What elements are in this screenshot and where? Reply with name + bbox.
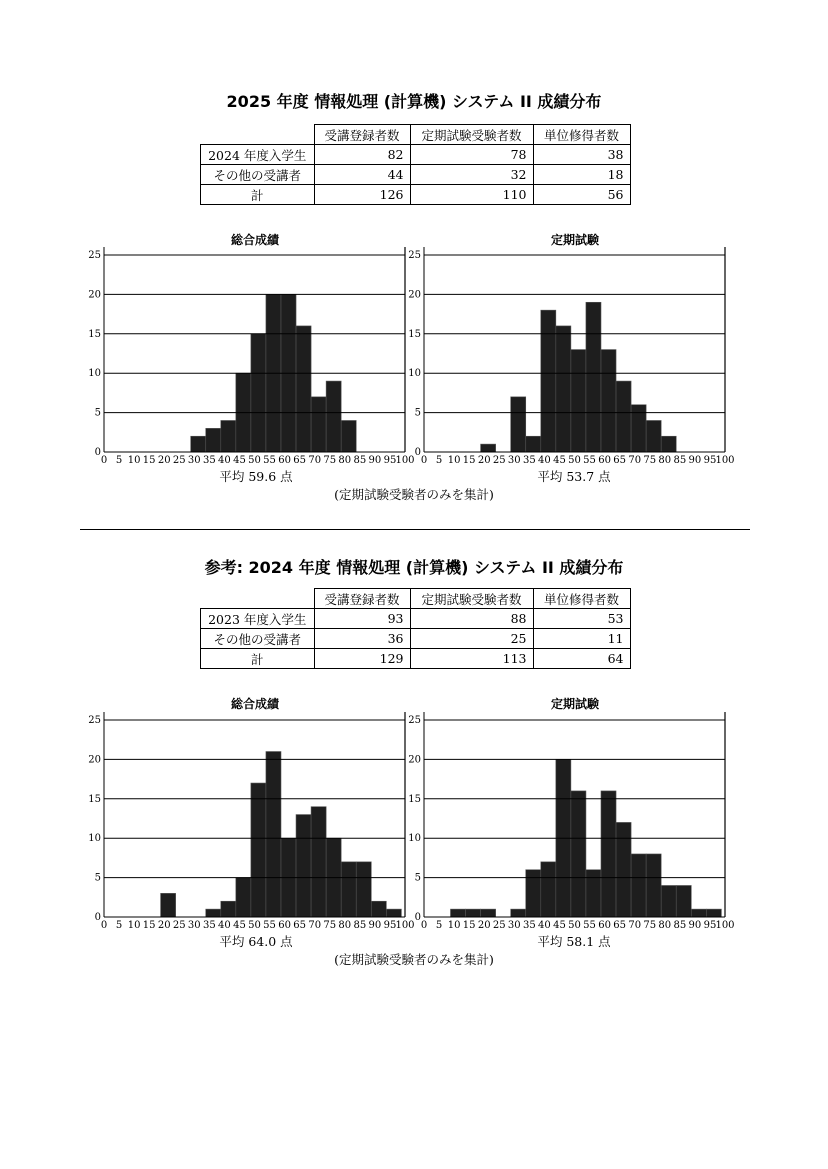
x-tick-label: 65 bbox=[293, 920, 307, 931]
x-tick-label: 90 bbox=[688, 455, 702, 466]
x-tick-label: 80 bbox=[338, 920, 352, 931]
y-tick-label: 10 bbox=[408, 833, 421, 845]
x-tick-label: 75 bbox=[643, 920, 657, 931]
histogram-bar bbox=[296, 815, 311, 917]
y-tick-label: 5 bbox=[414, 407, 421, 419]
cell: 53 bbox=[533, 609, 630, 629]
x-tick-label: 40 bbox=[218, 455, 231, 466]
histogram-bar bbox=[206, 428, 221, 452]
histogram-bar bbox=[326, 381, 341, 452]
y-tick-label: 5 bbox=[94, 407, 101, 419]
header-registered: 受講登録者数 bbox=[314, 589, 410, 609]
x-tick-label: 60 bbox=[278, 455, 291, 466]
histogram-bar bbox=[526, 436, 541, 452]
x-tick-label: 15 bbox=[462, 920, 476, 931]
table-row bbox=[201, 649, 631, 669]
histogram-total-2024 bbox=[80, 710, 415, 935]
x-tick-label: 80 bbox=[658, 920, 672, 931]
x-tick-label: 10 bbox=[127, 920, 141, 931]
x-tick-label: 30 bbox=[187, 920, 201, 931]
x-tick-label: 45 bbox=[233, 920, 246, 931]
chart-title-exam-2025: 定期試験 bbox=[550, 233, 600, 247]
x-tick-label: 10 bbox=[127, 455, 141, 466]
enrollment-table-2024 bbox=[200, 588, 631, 669]
x-tick-label: 55 bbox=[583, 920, 596, 931]
y-tick-label: 0 bbox=[94, 447, 101, 458]
x-tick-label: 15 bbox=[142, 455, 156, 466]
histogram-bar bbox=[161, 893, 176, 917]
x-tick-label: 70 bbox=[628, 920, 642, 931]
cell: 38 bbox=[533, 145, 630, 165]
histogram-total-2025 bbox=[80, 245, 415, 470]
y-tick-label: 5 bbox=[414, 872, 421, 884]
x-tick-label: 50 bbox=[568, 920, 581, 931]
histogram-bar bbox=[266, 752, 281, 917]
chart-title-total-2025: 総合成績 bbox=[230, 233, 280, 247]
histogram-bar bbox=[311, 397, 326, 452]
header-credits-earned: 単位修得者数 bbox=[533, 125, 630, 145]
histogram-bar bbox=[691, 909, 706, 917]
x-tick-label: 95 bbox=[703, 920, 717, 931]
x-tick-label: 0 bbox=[420, 455, 428, 466]
x-tick-label: 25 bbox=[492, 920, 506, 931]
x-tick-label: 30 bbox=[507, 920, 521, 931]
row-label: その他の受講者 bbox=[201, 629, 315, 649]
cell: 64 bbox=[533, 649, 630, 669]
x-tick-label: 100 bbox=[715, 920, 735, 931]
histogram-bar bbox=[221, 420, 236, 452]
x-tick-label: 85 bbox=[353, 455, 367, 466]
cell: 93 bbox=[314, 609, 410, 629]
header-credits-earned: 単位修得者数 bbox=[533, 589, 630, 609]
table-row bbox=[201, 609, 631, 629]
table-header-row bbox=[201, 125, 631, 145]
y-tick-label: 25 bbox=[408, 250, 421, 261]
x-tick-label: 50 bbox=[568, 455, 581, 466]
y-tick-label: 20 bbox=[88, 754, 101, 766]
cell: 126 bbox=[314, 185, 410, 205]
x-tick-label: 40 bbox=[538, 455, 551, 466]
x-tick-label: 100 bbox=[715, 455, 735, 466]
cell: 110 bbox=[410, 185, 533, 205]
x-tick-label: 65 bbox=[293, 455, 307, 466]
histogram-bar bbox=[221, 901, 236, 917]
histogram-bar bbox=[341, 420, 356, 452]
x-tick-label: 5 bbox=[435, 455, 443, 466]
x-tick-label: 90 bbox=[688, 920, 702, 931]
x-tick-label: 95 bbox=[383, 455, 397, 466]
x-tick-label: 35 bbox=[202, 455, 216, 466]
histogram-bar bbox=[571, 350, 586, 452]
x-tick-label: 80 bbox=[338, 455, 352, 466]
histogram-bar bbox=[311, 807, 326, 917]
chart-title-exam-2024: 定期試験 bbox=[550, 697, 600, 711]
x-tick-label: 70 bbox=[628, 455, 642, 466]
y-tick-label: 15 bbox=[88, 328, 101, 340]
x-tick-label: 5 bbox=[115, 455, 123, 466]
y-tick-label: 0 bbox=[94, 912, 101, 923]
histogram-bar bbox=[541, 862, 556, 917]
section-title-2024: 参考: 2024 年度 情報処理 (計算機) システム II 成績分布 bbox=[204, 558, 624, 577]
x-tick-label: 85 bbox=[673, 455, 687, 466]
x-tick-label: 100 bbox=[395, 920, 415, 931]
x-tick-label: 10 bbox=[447, 455, 461, 466]
x-tick-label: 75 bbox=[643, 455, 657, 466]
histogram-bar bbox=[251, 783, 266, 917]
histogram-bar bbox=[571, 791, 586, 917]
histogram-bar bbox=[450, 909, 465, 917]
x-tick-label: 85 bbox=[353, 920, 367, 931]
mean-exam-2025: 平均 53.7 点 bbox=[537, 469, 611, 484]
table-row bbox=[201, 165, 631, 185]
x-tick-label: 30 bbox=[187, 455, 201, 466]
histogram-bar bbox=[251, 334, 266, 452]
row-label: その他の受講者 bbox=[201, 165, 315, 185]
cell: 25 bbox=[410, 629, 533, 649]
section-divider bbox=[80, 529, 750, 530]
x-tick-label: 5 bbox=[435, 920, 443, 931]
histogram-exam-2024 bbox=[400, 710, 735, 935]
x-tick-label: 50 bbox=[248, 455, 261, 466]
x-tick-label: 75 bbox=[323, 920, 337, 931]
y-tick-label: 20 bbox=[408, 754, 421, 766]
histogram-bar bbox=[601, 791, 616, 917]
x-tick-label: 55 bbox=[263, 455, 276, 466]
x-tick-label: 20 bbox=[157, 920, 171, 931]
histogram-exam-2025 bbox=[400, 245, 735, 470]
cell: 18 bbox=[533, 165, 630, 185]
x-tick-label: 55 bbox=[263, 920, 276, 931]
x-tick-label: 35 bbox=[202, 920, 216, 931]
histogram-bar bbox=[296, 326, 311, 452]
header-registered: 受講登録者数 bbox=[314, 125, 410, 145]
histogram-bar bbox=[541, 310, 556, 452]
x-tick-label: 45 bbox=[553, 920, 566, 931]
x-tick-label: 20 bbox=[477, 920, 491, 931]
y-tick-label: 10 bbox=[408, 368, 421, 380]
histogram-bar bbox=[646, 420, 661, 452]
histogram-bar bbox=[661, 885, 676, 917]
histogram-bar bbox=[616, 822, 631, 917]
histogram-bar bbox=[661, 436, 676, 452]
y-tick-label: 0 bbox=[414, 447, 421, 458]
y-tick-label: 15 bbox=[88, 793, 101, 805]
y-tick-label: 0 bbox=[414, 912, 421, 923]
table-row bbox=[201, 145, 631, 165]
x-tick-label: 65 bbox=[613, 455, 627, 466]
histogram-bar bbox=[601, 350, 616, 452]
histogram-bar bbox=[556, 326, 571, 452]
histogram-bar bbox=[631, 854, 646, 917]
x-tick-label: 65 bbox=[613, 920, 627, 931]
row-label: 計 bbox=[201, 185, 315, 205]
x-tick-label: 40 bbox=[218, 920, 231, 931]
table-header-row bbox=[201, 589, 631, 609]
histogram-bar bbox=[586, 870, 601, 917]
header-exam-takers: 定期試験受験者数 bbox=[410, 125, 533, 145]
x-tick-label: 100 bbox=[395, 455, 415, 466]
y-tick-label: 15 bbox=[408, 328, 421, 340]
x-tick-label: 45 bbox=[233, 455, 246, 466]
x-tick-label: 0 bbox=[100, 920, 108, 931]
y-tick-label: 20 bbox=[408, 289, 421, 301]
x-tick-label: 45 bbox=[553, 455, 566, 466]
section-title-2025: 2025 年度 情報処理 (計算機) システム II 成績分布 bbox=[226, 92, 602, 111]
y-tick-label: 10 bbox=[88, 368, 101, 380]
table-row bbox=[201, 185, 631, 205]
cell: 129 bbox=[314, 649, 410, 669]
histogram-bar bbox=[466, 909, 481, 917]
x-tick-label: 35 bbox=[522, 920, 536, 931]
y-tick-label: 25 bbox=[408, 715, 421, 726]
histogram-bar bbox=[631, 405, 646, 452]
histogram-bar bbox=[511, 397, 526, 452]
cell: 44 bbox=[314, 165, 410, 185]
x-tick-label: 5 bbox=[115, 920, 123, 931]
histogram-bar bbox=[646, 854, 661, 917]
y-tick-label: 5 bbox=[94, 872, 101, 884]
y-tick-label: 20 bbox=[88, 289, 101, 301]
histogram-bar bbox=[481, 444, 496, 452]
x-tick-label: 70 bbox=[308, 920, 322, 931]
x-tick-label: 75 bbox=[323, 455, 337, 466]
note-2025: (定期試験受験者のみを集計) bbox=[334, 487, 494, 502]
cell: 82 bbox=[314, 145, 410, 165]
histogram-bar bbox=[676, 885, 691, 917]
x-tick-label: 90 bbox=[368, 920, 382, 931]
y-tick-label: 25 bbox=[88, 250, 101, 261]
x-tick-label: 25 bbox=[172, 920, 186, 931]
y-tick-label: 25 bbox=[88, 715, 101, 726]
x-tick-label: 95 bbox=[383, 920, 397, 931]
cell: 32 bbox=[410, 165, 533, 185]
histogram-bar bbox=[356, 862, 371, 917]
histogram-bar bbox=[586, 302, 601, 452]
x-tick-label: 70 bbox=[308, 455, 322, 466]
x-tick-label: 10 bbox=[447, 920, 461, 931]
note-2024: (定期試験受験者のみを集計) bbox=[334, 952, 494, 967]
x-tick-label: 60 bbox=[598, 455, 611, 466]
x-tick-label: 25 bbox=[172, 455, 186, 466]
x-tick-label: 0 bbox=[420, 920, 428, 931]
histogram-bar bbox=[191, 436, 206, 452]
x-tick-label: 20 bbox=[157, 455, 171, 466]
x-tick-label: 35 bbox=[522, 455, 536, 466]
x-tick-label: 80 bbox=[658, 455, 672, 466]
x-tick-label: 0 bbox=[100, 455, 108, 466]
row-label: 2024 年度入学生 bbox=[201, 145, 315, 165]
row-label: 2023 年度入学生 bbox=[201, 609, 315, 629]
mean-exam-2024: 平均 58.1 点 bbox=[537, 934, 611, 949]
histogram-bar bbox=[706, 909, 721, 917]
y-tick-label: 10 bbox=[88, 833, 101, 845]
x-tick-label: 20 bbox=[477, 455, 491, 466]
histogram-bar bbox=[511, 909, 526, 917]
x-tick-label: 95 bbox=[703, 455, 717, 466]
x-tick-label: 30 bbox=[507, 455, 521, 466]
chart-title-total-2024: 総合成績 bbox=[230, 697, 280, 711]
histogram-bar bbox=[341, 862, 356, 917]
header-exam-takers: 定期試験受験者数 bbox=[410, 589, 533, 609]
histogram-bar bbox=[236, 878, 251, 917]
x-tick-label: 85 bbox=[673, 920, 687, 931]
cell: 11 bbox=[533, 629, 630, 649]
x-tick-label: 15 bbox=[142, 920, 156, 931]
x-tick-label: 60 bbox=[278, 920, 291, 931]
x-tick-label: 15 bbox=[462, 455, 476, 466]
mean-total-2025: 平均 59.6 点 bbox=[219, 469, 293, 484]
x-tick-label: 60 bbox=[598, 920, 611, 931]
x-tick-label: 50 bbox=[248, 920, 261, 931]
mean-total-2024: 平均 64.0 点 bbox=[219, 934, 293, 949]
histogram-bar bbox=[616, 381, 631, 452]
histogram-bar bbox=[371, 901, 386, 917]
cell: 88 bbox=[410, 609, 533, 629]
histogram-bar bbox=[206, 909, 221, 917]
row-label: 計 bbox=[201, 649, 315, 669]
x-tick-label: 90 bbox=[368, 455, 382, 466]
cell: 113 bbox=[410, 649, 533, 669]
y-tick-label: 15 bbox=[408, 793, 421, 805]
x-tick-label: 25 bbox=[492, 455, 506, 466]
cell: 56 bbox=[533, 185, 630, 205]
x-tick-label: 55 bbox=[583, 455, 596, 466]
x-tick-label: 40 bbox=[538, 920, 551, 931]
cell: 36 bbox=[314, 629, 410, 649]
histogram-bar bbox=[481, 909, 496, 917]
enrollment-table-2025 bbox=[200, 124, 631, 205]
cell: 78 bbox=[410, 145, 533, 165]
table-row bbox=[201, 629, 631, 649]
histogram-bar bbox=[526, 870, 541, 917]
